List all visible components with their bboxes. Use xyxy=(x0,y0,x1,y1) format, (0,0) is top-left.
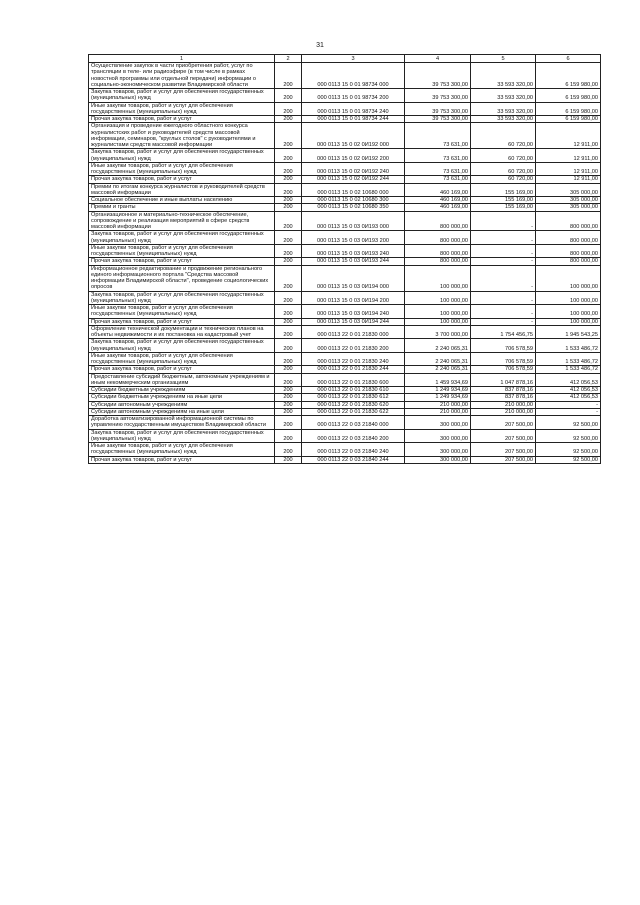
row-admin-code-cell: 200 xyxy=(275,387,302,394)
row-unexecuted-amount-cell: 92 500,00 xyxy=(536,416,601,430)
row-budget-code-cell: 000 0113 22 0 03 21840 200 xyxy=(302,429,405,443)
row-budget-code-cell: 000 0113 15 0 03 0И193 200 xyxy=(302,231,405,245)
row-planned-amount-cell: 800 000,00 xyxy=(405,211,471,231)
row-name-cell: Премии и гранты xyxy=(89,204,275,211)
row-admin-code-cell: 200 xyxy=(275,116,302,123)
row-unexecuted-amount-cell: 305 000,00 xyxy=(536,183,601,197)
column-header-5: 5 xyxy=(471,55,536,63)
row-budget-code-cell: 000 0113 22 0 03 21840 240 xyxy=(302,443,405,457)
row-unexecuted-amount-cell: 100 000,00 xyxy=(536,305,601,319)
row-planned-amount-cell: 39 753 300,00 xyxy=(405,116,471,123)
row-planned-amount-cell: 73 631,00 xyxy=(405,176,471,183)
row-unexecuted-amount-cell: 412 056,53 xyxy=(536,373,601,387)
row-unexecuted-amount-cell: 100 000,00 xyxy=(536,318,601,325)
row-name-cell: Закупка товаров, работ и услуг для обеспечения государственных (муниципальных) нужд xyxy=(89,429,275,443)
table-row xyxy=(89,89,601,103)
column-header-1: 1 xyxy=(89,55,275,63)
row-planned-amount-cell: 73 631,00 xyxy=(405,162,471,176)
row-name-cell: Закупка товаров, работ и услуг для обеспечения государственных (муниципальных) нужд xyxy=(89,89,275,103)
table-row xyxy=(89,408,601,415)
row-admin-code-cell: 200 xyxy=(275,443,302,457)
row-name-cell: Социальное обеспечение и иные выплаты населению xyxy=(89,197,275,204)
row-budget-code-cell: 000 0113 15 0 02 10680 300 xyxy=(302,197,405,204)
row-budget-code-cell: 000 0113 22 0 01 21830 620 xyxy=(302,401,405,408)
row-planned-amount-cell: 300 000,00 xyxy=(405,456,471,463)
row-budget-code-cell: 000 0113 15 0 02 0И192 240 xyxy=(302,162,405,176)
row-name-cell: Закупка товаров, работ и услуг для обеспечения государственных (муниципальных) нужд xyxy=(89,339,275,353)
row-budget-code-cell: 000 0113 15 0 03 0И194 240 xyxy=(302,305,405,319)
row-unexecuted-amount-cell: 100 000,00 xyxy=(536,265,601,291)
row-admin-code-cell: 200 xyxy=(275,183,302,197)
table-row xyxy=(89,366,601,373)
row-budget-code-cell: 000 0113 15 0 02 10680 350 xyxy=(302,204,405,211)
row-admin-code-cell: 200 xyxy=(275,265,302,291)
row-name-cell: Иные закупки товаров, работ и услуг для обеспечения государственных (муниципальных) нужд xyxy=(89,352,275,366)
column-header-2: 2 xyxy=(275,55,302,63)
row-executed-amount-cell: - xyxy=(471,305,536,319)
row-planned-amount-cell: 210 000,00 xyxy=(405,408,471,415)
row-unexecuted-amount-cell: 12 911,00 xyxy=(536,176,601,183)
table-row xyxy=(89,258,601,265)
row-planned-amount-cell: 800 000,00 xyxy=(405,258,471,265)
row-executed-amount-cell: 155 169,00 xyxy=(471,197,536,204)
row-executed-amount-cell: 60 720,00 xyxy=(471,176,536,183)
row-name-cell: Иные закупки товаров, работ и услуг для обеспечения государственных (муниципальных) нужд xyxy=(89,162,275,176)
row-admin-code-cell: 200 xyxy=(275,123,302,149)
table-row xyxy=(89,123,601,149)
table-row xyxy=(89,416,601,430)
table-row xyxy=(89,176,601,183)
row-budget-code-cell: 000 0113 15 0 03 0И193 240 xyxy=(302,244,405,258)
row-unexecuted-amount-cell: 100 000,00 xyxy=(536,291,601,305)
row-executed-amount-cell: 33 593 320,00 xyxy=(471,63,536,89)
row-executed-amount-cell: - xyxy=(471,291,536,305)
row-unexecuted-amount-cell: 1 533 486,72 xyxy=(536,366,601,373)
row-budget-code-cell: 000 0113 15 0 03 0И194 244 xyxy=(302,318,405,325)
row-name-cell: Организация и проведение ежегодного областного конкурса журналистских работ и руководителей средств массовой информации, семинаров, "круглых столов" с руководителями и журналистами средств массовой информации xyxy=(89,123,275,149)
row-name-cell: Премии по итогам конкурса журналистов и руководителей средств массовой информации xyxy=(89,183,275,197)
row-admin-code-cell: 200 xyxy=(275,63,302,89)
row-budget-code-cell: 000 0113 22 0 01 21830 000 xyxy=(302,325,405,339)
row-planned-amount-cell: 460 169,00 xyxy=(405,183,471,197)
row-admin-code-cell: 200 xyxy=(275,211,302,231)
row-unexecuted-amount-cell: 1 533 486,72 xyxy=(536,352,601,366)
row-executed-amount-cell: 837 878,16 xyxy=(471,394,536,401)
row-planned-amount-cell: 800 000,00 xyxy=(405,244,471,258)
row-executed-amount-cell: 33 593 320,00 xyxy=(471,102,536,116)
row-name-cell: Закупка товаров, работ и услуг для обеспечения государственных (муниципальных) нужд xyxy=(89,291,275,305)
row-executed-amount-cell: - xyxy=(471,318,536,325)
row-name-cell: Иные закупки товаров, работ и услуг для обеспечения государственных (муниципальных) нужд xyxy=(89,443,275,457)
row-name-cell: Субсидии бюджетным учреждениям xyxy=(89,387,275,394)
row-name-cell: Оформление технической документации и технических планов на объекты недвижимости и их постановка на кадастровый учет xyxy=(89,325,275,339)
row-unexecuted-amount-cell: 305 000,00 xyxy=(536,197,601,204)
row-planned-amount-cell: 460 169,00 xyxy=(405,204,471,211)
row-name-cell: Субсидии бюджетным учреждениям на иные цели xyxy=(89,394,275,401)
row-planned-amount-cell: 300 000,00 xyxy=(405,429,471,443)
row-admin-code-cell: 200 xyxy=(275,373,302,387)
row-unexecuted-amount-cell: 6 159 980,00 xyxy=(536,63,601,89)
row-executed-amount-cell: 207 500,00 xyxy=(471,416,536,430)
table-row xyxy=(89,305,601,319)
row-admin-code-cell: 200 xyxy=(275,456,302,463)
row-planned-amount-cell: 100 000,00 xyxy=(405,265,471,291)
row-budget-code-cell: 000 0113 22 0 03 21840 000 xyxy=(302,416,405,430)
row-planned-amount-cell: 460 169,00 xyxy=(405,197,471,204)
table-row xyxy=(89,204,601,211)
budget-execution-table xyxy=(88,54,601,464)
row-name-cell: Закупка товаров, работ и услуг для обеспечения государственных (муниципальных) нужд xyxy=(89,231,275,245)
row-budget-code-cell: 000 0113 22 0 01 21830 612 xyxy=(302,394,405,401)
table-row xyxy=(89,265,601,291)
row-executed-amount-cell: 210 000,00 xyxy=(471,408,536,415)
row-name-cell: Прочая закупка товаров, работ и услуг xyxy=(89,318,275,325)
row-name-cell: Иные закупки товаров, работ и услуг для обеспечения государственных (муниципальных) нужд xyxy=(89,305,275,319)
row-executed-amount-cell: 837 878,16 xyxy=(471,387,536,394)
row-admin-code-cell: 200 xyxy=(275,291,302,305)
row-unexecuted-amount-cell: - xyxy=(536,408,601,415)
row-executed-amount-cell: 207 500,00 xyxy=(471,429,536,443)
row-executed-amount-cell: 60 720,00 xyxy=(471,149,536,163)
row-name-cell: Прочая закупка товаров, работ и услуг xyxy=(89,456,275,463)
table-body xyxy=(89,63,601,464)
row-executed-amount-cell: 706 578,59 xyxy=(471,366,536,373)
row-planned-amount-cell: 1 249 934,69 xyxy=(405,394,471,401)
row-executed-amount-cell: 60 720,00 xyxy=(471,162,536,176)
row-unexecuted-amount-cell: 92 500,00 xyxy=(536,429,601,443)
row-budget-code-cell: 000 0113 15 0 02 0И192 200 xyxy=(302,149,405,163)
row-name-cell: Доработка автоматизированной информационной системы по управлению государственным имуществом Владимирской области xyxy=(89,416,275,430)
row-name-cell: Закупка товаров, работ и услуг для обеспечения государственных (муниципальных) нужд xyxy=(89,149,275,163)
row-name-cell: Иные закупки товаров, работ и услуг для обеспечения государственных (муниципальных) нужд xyxy=(89,102,275,116)
table-row xyxy=(89,63,601,89)
table-row xyxy=(89,443,601,457)
table-row xyxy=(89,197,601,204)
table-row xyxy=(89,211,601,231)
row-planned-amount-cell: 73 631,00 xyxy=(405,123,471,149)
page-number: 31 xyxy=(316,42,324,49)
row-unexecuted-amount-cell: 92 500,00 xyxy=(536,456,601,463)
row-executed-amount-cell: 207 500,00 xyxy=(471,456,536,463)
row-budget-code-cell: 000 0113 15 0 01 98734 200 xyxy=(302,89,405,103)
row-admin-code-cell: 200 xyxy=(275,258,302,265)
row-unexecuted-amount-cell: 12 911,00 xyxy=(536,162,601,176)
table-row xyxy=(89,149,601,163)
row-unexecuted-amount-cell: 6 159 980,00 xyxy=(536,102,601,116)
row-admin-code-cell: 200 xyxy=(275,231,302,245)
column-header-6: 6 xyxy=(536,55,601,63)
row-executed-amount-cell: 1 047 878,16 xyxy=(471,373,536,387)
row-budget-code-cell: 000 0113 22 0 01 21830 240 xyxy=(302,352,405,366)
row-admin-code-cell: 200 xyxy=(275,102,302,116)
row-planned-amount-cell: 1 249 934,69 xyxy=(405,387,471,394)
row-admin-code-cell: 200 xyxy=(275,401,302,408)
row-admin-code-cell: 200 xyxy=(275,339,302,353)
row-executed-amount-cell: 210 000,00 xyxy=(471,401,536,408)
table-row xyxy=(89,291,601,305)
row-name-cell: Организационное и материально-техническое обеспечение, сопровождение и реализация мероприятий в сфере средств массовой информации xyxy=(89,211,275,231)
row-admin-code-cell: 200 xyxy=(275,149,302,163)
row-budget-code-cell: 000 0113 22 0 01 21830 622 xyxy=(302,408,405,415)
row-budget-code-cell: 000 0113 15 0 03 0И194 000 xyxy=(302,265,405,291)
row-unexecuted-amount-cell: - xyxy=(536,401,601,408)
row-planned-amount-cell: 3 700 000,00 xyxy=(405,325,471,339)
row-name-cell: Субсидии автономным учреждениям на иные цели xyxy=(89,408,275,415)
table-row xyxy=(89,456,601,463)
row-admin-code-cell: 200 xyxy=(275,89,302,103)
table-row xyxy=(89,102,601,116)
row-executed-amount-cell: - xyxy=(471,265,536,291)
row-budget-code-cell: 000 0113 15 0 01 98734 000 xyxy=(302,63,405,89)
row-budget-code-cell: 000 0113 15 0 03 0И194 200 xyxy=(302,291,405,305)
row-executed-amount-cell: 207 500,00 xyxy=(471,443,536,457)
row-unexecuted-amount-cell: 800 000,00 xyxy=(536,211,601,231)
row-unexecuted-amount-cell: 412 056,53 xyxy=(536,387,601,394)
table-row xyxy=(89,429,601,443)
row-budget-code-cell: 000 0113 15 0 02 10680 000 xyxy=(302,183,405,197)
table-row xyxy=(89,244,601,258)
row-executed-amount-cell: 155 169,00 xyxy=(471,204,536,211)
table-row xyxy=(89,394,601,401)
row-planned-amount-cell: 800 000,00 xyxy=(405,231,471,245)
row-name-cell: Прочая закупка товаров, работ и услуг xyxy=(89,366,275,373)
row-planned-amount-cell: 100 000,00 xyxy=(405,305,471,319)
row-unexecuted-amount-cell: 800 000,00 xyxy=(536,258,601,265)
row-budget-code-cell: 000 0113 15 0 02 0И192 244 xyxy=(302,176,405,183)
row-executed-amount-cell: 706 578,59 xyxy=(471,339,536,353)
row-name-cell: Предоставление субсидий бюджетным, автономным учреждениям и иным некоммерческим организациям xyxy=(89,373,275,387)
row-admin-code-cell: 200 xyxy=(275,408,302,415)
row-budget-code-cell: 000 0113 15 0 01 98734 244 xyxy=(302,116,405,123)
row-admin-code-cell: 200 xyxy=(275,176,302,183)
row-unexecuted-amount-cell: 800 000,00 xyxy=(536,244,601,258)
column-header-4: 4 xyxy=(405,55,471,63)
table-row xyxy=(89,116,601,123)
row-planned-amount-cell: 300 000,00 xyxy=(405,443,471,457)
row-budget-code-cell: 000 0113 15 0 02 0И192 000 xyxy=(302,123,405,149)
column-number-row xyxy=(89,55,601,63)
row-planned-amount-cell: 39 753 300,00 xyxy=(405,63,471,89)
row-executed-amount-cell: 1 754 456,75 xyxy=(471,325,536,339)
row-planned-amount-cell: 2 240 065,31 xyxy=(405,339,471,353)
row-admin-code-cell: 200 xyxy=(275,305,302,319)
row-planned-amount-cell: 300 000,00 xyxy=(405,416,471,430)
table-row xyxy=(89,325,601,339)
column-header-3: 3 xyxy=(302,55,405,63)
row-planned-amount-cell: 2 240 065,31 xyxy=(405,352,471,366)
row-name-cell: Прочая закупка товаров, работ и услуг xyxy=(89,116,275,123)
row-planned-amount-cell: 39 753 300,00 xyxy=(405,102,471,116)
row-planned-amount-cell: 2 240 065,31 xyxy=(405,366,471,373)
table-row xyxy=(89,162,601,176)
row-admin-code-cell: 200 xyxy=(275,352,302,366)
row-planned-amount-cell: 73 631,00 xyxy=(405,149,471,163)
row-budget-code-cell: 000 0113 15 0 03 0И193 244 xyxy=(302,258,405,265)
row-executed-amount-cell: 155 169,00 xyxy=(471,183,536,197)
row-admin-code-cell: 200 xyxy=(275,197,302,204)
row-unexecuted-amount-cell: 1 533 486,72 xyxy=(536,339,601,353)
row-unexecuted-amount-cell: 412 056,53 xyxy=(536,394,601,401)
row-executed-amount-cell: 60 720,00 xyxy=(471,123,536,149)
row-unexecuted-amount-cell: 12 911,00 xyxy=(536,149,601,163)
row-admin-code-cell: 200 xyxy=(275,394,302,401)
table-row xyxy=(89,401,601,408)
row-planned-amount-cell: 100 000,00 xyxy=(405,291,471,305)
row-unexecuted-amount-cell: 92 500,00 xyxy=(536,443,601,457)
row-executed-amount-cell: - xyxy=(471,244,536,258)
row-admin-code-cell: 200 xyxy=(275,204,302,211)
row-admin-code-cell: 200 xyxy=(275,325,302,339)
table-row xyxy=(89,373,601,387)
row-planned-amount-cell: 1 459 934,69 xyxy=(405,373,471,387)
row-unexecuted-amount-cell: 6 159 980,00 xyxy=(536,89,601,103)
row-executed-amount-cell: - xyxy=(471,211,536,231)
row-unexecuted-amount-cell: 1 945 543,25 xyxy=(536,325,601,339)
row-admin-code-cell: 200 xyxy=(275,416,302,430)
row-unexecuted-amount-cell: 305 000,00 xyxy=(536,204,601,211)
row-name-cell: Прочая закупка товаров, работ и услуг xyxy=(89,176,275,183)
row-budget-code-cell: 000 0113 22 0 01 21830 610 xyxy=(302,387,405,394)
row-admin-code-cell: 200 xyxy=(275,429,302,443)
row-planned-amount-cell: 100 000,00 xyxy=(405,318,471,325)
row-executed-amount-cell: 33 593 320,00 xyxy=(471,116,536,123)
row-name-cell: Субсидии автономным учреждениям xyxy=(89,401,275,408)
row-budget-code-cell: 000 0113 22 0 03 21840 244 xyxy=(302,456,405,463)
row-unexecuted-amount-cell: 6 159 980,00 xyxy=(536,116,601,123)
table-row xyxy=(89,352,601,366)
row-executed-amount-cell: - xyxy=(471,258,536,265)
row-admin-code-cell: 200 xyxy=(275,318,302,325)
row-executed-amount-cell: - xyxy=(471,231,536,245)
table-row xyxy=(89,387,601,394)
table-row xyxy=(89,339,601,353)
row-name-cell: Иные закупки товаров, работ и услуг для обеспечения государственных (муниципальных) нужд xyxy=(89,244,275,258)
row-executed-amount-cell: 706 578,59 xyxy=(471,352,536,366)
row-budget-code-cell: 000 0113 15 0 03 0И193 000 xyxy=(302,211,405,231)
row-admin-code-cell: 200 xyxy=(275,244,302,258)
row-budget-code-cell: 000 0113 22 0 01 21830 200 xyxy=(302,339,405,353)
row-budget-code-cell: 000 0113 15 0 01 98734 240 xyxy=(302,102,405,116)
table-row xyxy=(89,183,601,197)
row-name-cell: Осуществление закупок в части приобретения работ, услуг по трансляции в теле- или радиоэфире (в том числе в рамках новостной программы или отдельной передачи) информации о социально-экономическом развитии Владимирской области xyxy=(89,63,275,89)
row-admin-code-cell: 200 xyxy=(275,366,302,373)
row-admin-code-cell: 200 xyxy=(275,162,302,176)
row-unexecuted-amount-cell: 12 911,00 xyxy=(536,123,601,149)
row-unexecuted-amount-cell: 800 000,00 xyxy=(536,231,601,245)
row-planned-amount-cell: 210 000,00 xyxy=(405,401,471,408)
row-budget-code-cell: 000 0113 22 0 01 21830 600 xyxy=(302,373,405,387)
table-row xyxy=(89,231,601,245)
row-name-cell: Информационное редактирование и продвижение регионального единого информационного портала "Средства массовой информации Владимирской области", проведение социологических опросов xyxy=(89,265,275,291)
row-executed-amount-cell: 33 593 320,00 xyxy=(471,89,536,103)
row-budget-code-cell: 000 0113 22 0 01 21830 244 xyxy=(302,366,405,373)
row-name-cell: Прочая закупка товаров, работ и услуг xyxy=(89,258,275,265)
row-planned-amount-cell: 39 753 300,00 xyxy=(405,89,471,103)
table-row xyxy=(89,318,601,325)
